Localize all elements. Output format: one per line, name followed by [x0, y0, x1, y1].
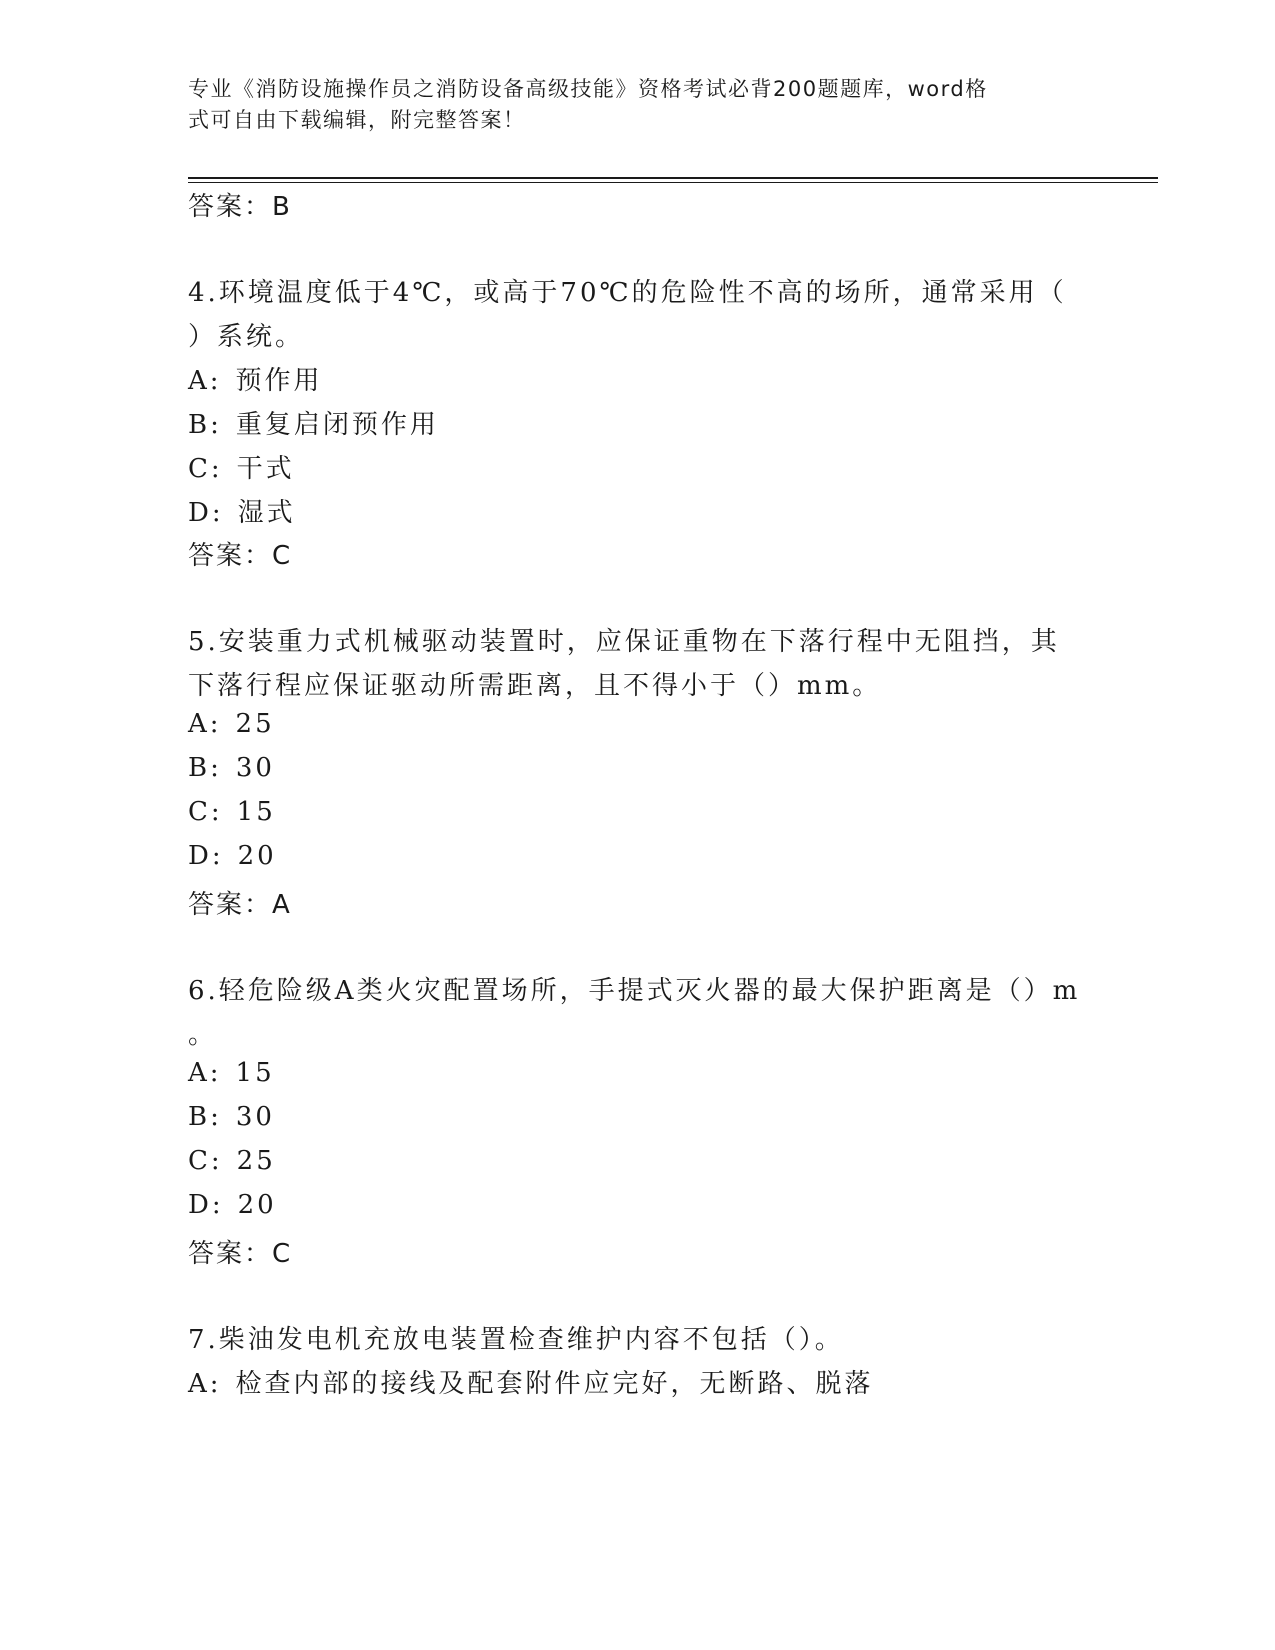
q6-answer: 答案：C — [188, 1239, 293, 1269]
option-text: 30 — [235, 753, 275, 783]
option-letter: A: — [188, 1058, 222, 1088]
header-divider-thin — [188, 182, 1158, 183]
q4-answer: 答案：C — [188, 541, 293, 571]
q4-option-d — [188, 492, 296, 529]
option-letter: B: — [188, 753, 222, 783]
option-text: 15 — [235, 1058, 275, 1088]
q7-option-a — [188, 1363, 874, 1400]
option-text: 25 — [236, 1146, 276, 1176]
q4-stem-line-1: 4.环境温度低于4℃，或高于70℃的危险性不高的场所，通常采用（ — [188, 278, 1067, 308]
option-text: 预作用 — [235, 366, 323, 396]
option-letter: C: — [188, 1146, 223, 1176]
q6-stem-line-1: 6.轻危险级A类火灾配置场所，手提式灭火器的最大保护距离是（）m — [188, 976, 1081, 1006]
option-text: 20 — [237, 841, 277, 871]
option-text: 湿式 — [237, 498, 296, 528]
option-letter: B: — [188, 1102, 222, 1132]
q4-option-a — [188, 360, 323, 397]
header-line-1: 专业《消防设施操作员之消防设备高级技能》资格考试必背200题题库，word格 — [188, 77, 988, 101]
option-letter: D: — [188, 498, 224, 528]
option-text: 20 — [237, 1190, 277, 1220]
option-letter: B: — [188, 410, 222, 440]
q5-answer: 答案：A — [188, 890, 292, 920]
option-letter: A: — [188, 1369, 222, 1399]
q4-option-c — [188, 448, 295, 485]
q5-option-c — [188, 797, 276, 827]
option-text: 检查内部的接线及配套附件应完好，无断路、脱落 — [235, 1369, 874, 1399]
option-text: 干式 — [236, 454, 295, 484]
q4-stem-line-2: ）系统。 — [188, 322, 305, 352]
q4-option-b — [188, 404, 439, 441]
option-letter: C: — [188, 797, 223, 827]
option-text: 15 — [236, 797, 276, 827]
option-letter: A: — [188, 709, 222, 739]
q6-option-c — [188, 1146, 276, 1176]
option-text: 25 — [235, 709, 275, 739]
q6-option-a — [188, 1058, 275, 1088]
header-divider-thick — [188, 177, 1158, 179]
q5-stem-line-2: 下落行程应保证驱动所需距离，且不得小于（）mm。 — [188, 671, 882, 701]
q5-option-a — [188, 709, 275, 739]
q5-option-b — [188, 753, 275, 783]
option-text: 重复启闭预作用 — [235, 410, 439, 440]
option-letter: C: — [188, 454, 223, 484]
option-text: 30 — [235, 1102, 275, 1132]
q5-option-d — [188, 841, 277, 871]
header-line-2: 式可自由下载编辑，附完整答案！ — [188, 108, 526, 132]
previous-answer: 答案：B — [188, 192, 292, 222]
option-letter: D: — [188, 1190, 224, 1220]
document-header — [188, 74, 1068, 136]
q6-option-d — [188, 1190, 277, 1220]
q5-stem-line-1: 5.安装重力式机械驱动装置时，应保证重物在下落行程中无阻挡，其 — [188, 627, 1060, 657]
option-letter: A: — [188, 366, 222, 396]
option-letter: D: — [188, 841, 224, 871]
q6-option-b — [188, 1102, 275, 1132]
q6-stem-line-2: 。 — [188, 1020, 218, 1050]
q7-stem-line-1: 7.柴油发电机充放电装置检查维护内容不包括（）。 — [188, 1325, 844, 1355]
